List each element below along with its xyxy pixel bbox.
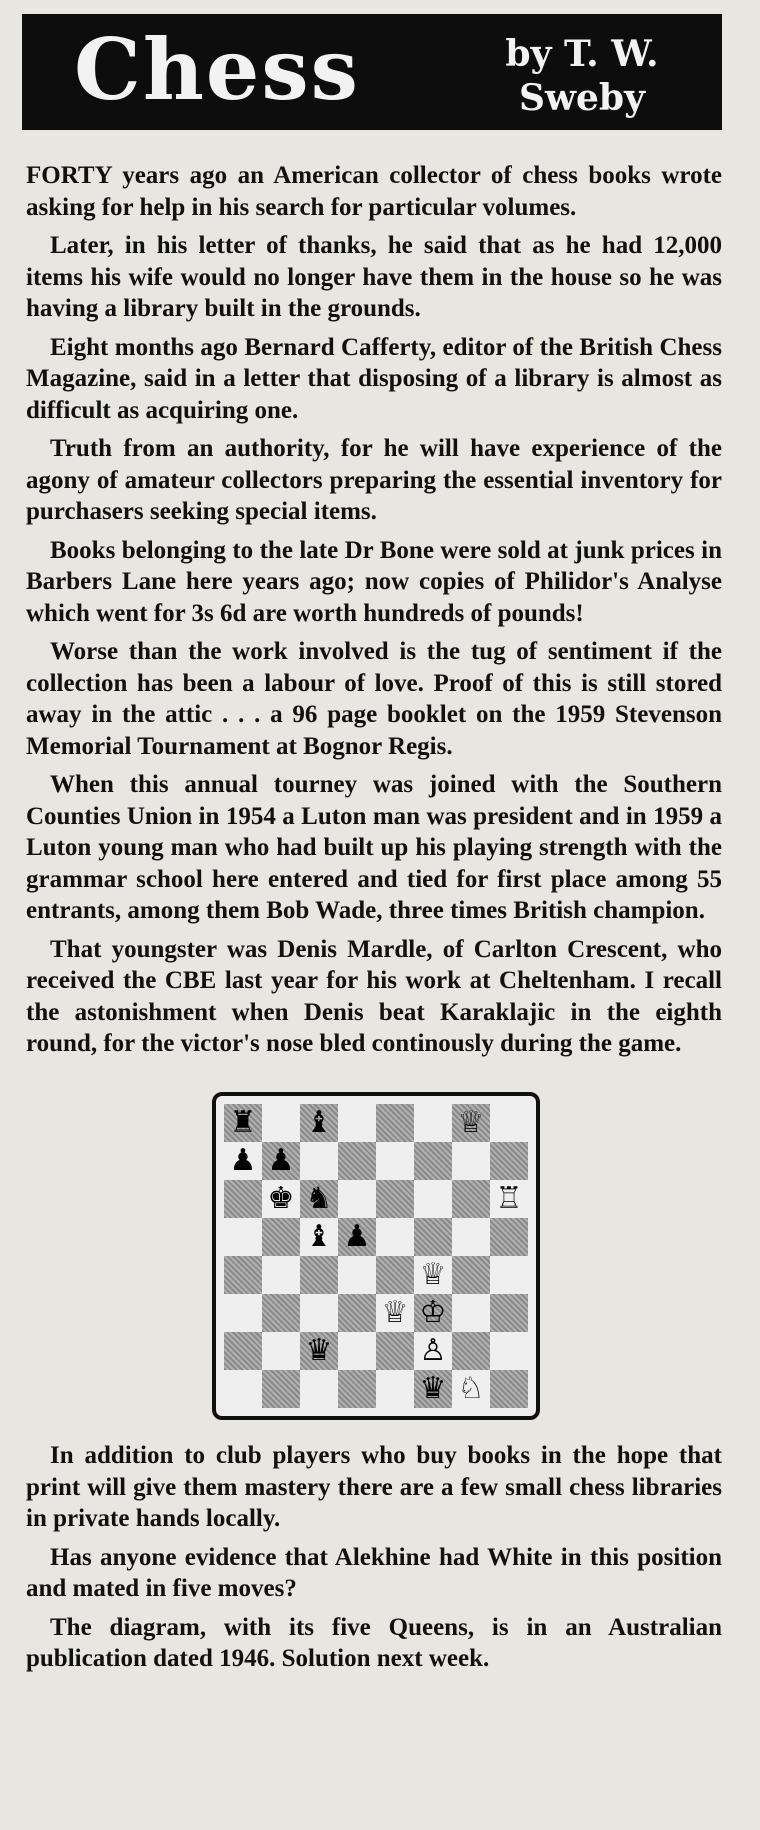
square-d1 bbox=[338, 1370, 376, 1408]
white-queen-icon: ♕ bbox=[419, 1257, 447, 1292]
square-e1 bbox=[376, 1370, 414, 1408]
square-a5 bbox=[224, 1218, 262, 1256]
paragraph: The diagram, with its five Queens, is in an Australian publication dated 1946. Solution next week. bbox=[26, 1613, 722, 1672]
square-g8 bbox=[452, 1104, 490, 1142]
square-b8 bbox=[262, 1104, 300, 1142]
black-queen-icon: ♛ bbox=[419, 1371, 447, 1406]
square-a4 bbox=[224, 1256, 262, 1294]
white-rook-icon: ♖ bbox=[495, 1181, 523, 1216]
square-d6 bbox=[338, 1180, 376, 1218]
black-queen-icon: ♛ bbox=[305, 1333, 333, 1368]
square-d3 bbox=[338, 1294, 376, 1332]
square-f7 bbox=[414, 1142, 452, 1180]
square-c6 bbox=[300, 1180, 338, 1218]
square-a6 bbox=[224, 1180, 262, 1218]
square-c8 bbox=[300, 1104, 338, 1142]
square-a2 bbox=[224, 1332, 262, 1370]
article-body bbox=[26, 160, 722, 1067]
paragraph: Worse than the work involved is the tug of sentiment if the collection has been a labour of love. Proof of this is still stored away in the attic . . . a 96 page booklet on the 1959 Stevenson Memorial Tournament at Bognor Regis. bbox=[26, 638, 722, 760]
white-king-icon: ♔ bbox=[419, 1295, 447, 1330]
square-g7 bbox=[452, 1142, 490, 1180]
square-h1 bbox=[490, 1370, 528, 1408]
square-e2 bbox=[376, 1332, 414, 1370]
white-pawn-icon: ♙ bbox=[419, 1333, 447, 1368]
square-f3 bbox=[414, 1294, 452, 1332]
white-knight-icon: ♘ bbox=[457, 1371, 485, 1406]
paragraph: FORTY years ago an American collector of chess books wrote asking for help in his search for particular volumes. bbox=[26, 162, 722, 221]
square-g3 bbox=[452, 1294, 490, 1332]
square-g5 bbox=[452, 1218, 490, 1256]
paragraph: In addition to club players who buy books in the hope that print will give them mastery there are a few small chess libraries in private hands locally. bbox=[26, 1442, 722, 1532]
paragraph: When this annual tourney was joined with the Southern Counties Union in 1954 a Luton man was president and in 1959 a Luton young man who had built up his playing strength with the grammar school here entered and tied for first place among 55 entrants, among them Bob Wade, three times British champion. bbox=[26, 771, 722, 924]
square-e5 bbox=[376, 1218, 414, 1256]
square-f5 bbox=[414, 1218, 452, 1256]
square-d5 bbox=[338, 1218, 376, 1256]
square-b6 bbox=[262, 1180, 300, 1218]
black-knight-icon: ♞ bbox=[305, 1181, 333, 1216]
paragraph: That youngster was Denis Mardle, of Carlton Crescent, who received the CBE last year for his work at Cheltenham. I recall the astonishment when Denis beat Karaklajic in the eighth round, for the victor's nose bled continously during the game. bbox=[26, 935, 722, 1057]
black-bishop-icon: ♝ bbox=[305, 1219, 333, 1254]
square-c2 bbox=[300, 1332, 338, 1370]
byline: by T. W. Sweby bbox=[505, 33, 659, 119]
square-d8 bbox=[338, 1104, 376, 1142]
square-c1 bbox=[300, 1370, 338, 1408]
square-g2 bbox=[452, 1332, 490, 1370]
square-d4 bbox=[338, 1256, 376, 1294]
square-a1 bbox=[224, 1370, 262, 1408]
black-bishop-icon: ♝ bbox=[305, 1105, 333, 1140]
square-b3 bbox=[262, 1294, 300, 1332]
square-d7 bbox=[338, 1142, 376, 1180]
black-pawn-icon: ♟ bbox=[267, 1143, 295, 1178]
square-b7 bbox=[262, 1142, 300, 1180]
black-pawn-icon: ♟ bbox=[229, 1143, 257, 1178]
column-header bbox=[22, 14, 722, 130]
square-b2 bbox=[262, 1332, 300, 1370]
article-closing bbox=[26, 1440, 722, 1682]
square-a3 bbox=[224, 1294, 262, 1332]
square-f6 bbox=[414, 1180, 452, 1218]
white-queen-icon: ♕ bbox=[457, 1105, 485, 1140]
square-h5 bbox=[490, 1218, 528, 1256]
square-c3 bbox=[300, 1294, 338, 1332]
square-b4 bbox=[262, 1256, 300, 1294]
square-b1 bbox=[262, 1370, 300, 1408]
paragraph: Eight months ago Bernard Cafferty, editor of the British Chess Magazine, said in a letter that disposing of a library is almost as difficult as acquiring one. bbox=[26, 333, 722, 424]
white-queen-icon: ♕ bbox=[381, 1295, 409, 1330]
chess-board bbox=[224, 1104, 528, 1408]
black-king-icon: ♚ bbox=[267, 1181, 295, 1216]
square-h7 bbox=[490, 1142, 528, 1180]
square-b5 bbox=[262, 1218, 300, 1256]
square-f8 bbox=[414, 1104, 452, 1142]
square-d2 bbox=[338, 1332, 376, 1370]
square-g6 bbox=[452, 1180, 490, 1218]
square-a7 bbox=[224, 1142, 262, 1180]
square-h8 bbox=[490, 1104, 528, 1142]
paragraph: Has anyone evidence that Alekhine had White in this position and mated in five moves? bbox=[26, 1543, 722, 1602]
square-h2 bbox=[490, 1332, 528, 1370]
square-c7 bbox=[300, 1142, 338, 1180]
square-c4 bbox=[300, 1256, 338, 1294]
column-title: Chess bbox=[74, 20, 360, 119]
square-c5 bbox=[300, 1218, 338, 1256]
paragraph: Truth from an authority, for he will have experience of the agony of amateur collectors preparing the essential inventory for purchasers seeking special items. bbox=[26, 435, 722, 525]
square-f2 bbox=[414, 1332, 452, 1370]
chess-diagram bbox=[212, 1092, 540, 1420]
square-a8 bbox=[224, 1104, 262, 1142]
paragraph: Books belonging to the late Dr Bone were sold at junk prices in Barbers Lane here years ago; now copies of Philidor's Analyse which went for 3s 6d are worth hundreds of pounds! bbox=[26, 536, 722, 627]
black-rook-icon: ♜ bbox=[229, 1105, 257, 1140]
square-e7 bbox=[376, 1142, 414, 1180]
black-pawn-icon: ♟ bbox=[343, 1219, 371, 1254]
square-g1 bbox=[452, 1370, 490, 1408]
square-f4 bbox=[414, 1256, 452, 1294]
square-e4 bbox=[376, 1256, 414, 1294]
paragraph: Later, in his letter of thanks, he said that as he had 12,000 items his wife would no longer have them in the house so he was having a library built in the grounds. bbox=[26, 232, 722, 322]
square-h3 bbox=[490, 1294, 528, 1332]
square-h4 bbox=[490, 1256, 528, 1294]
square-h6 bbox=[490, 1180, 528, 1218]
square-e8 bbox=[376, 1104, 414, 1142]
square-e3 bbox=[376, 1294, 414, 1332]
square-g4 bbox=[452, 1256, 490, 1294]
square-e6 bbox=[376, 1180, 414, 1218]
square-f1 bbox=[414, 1370, 452, 1408]
